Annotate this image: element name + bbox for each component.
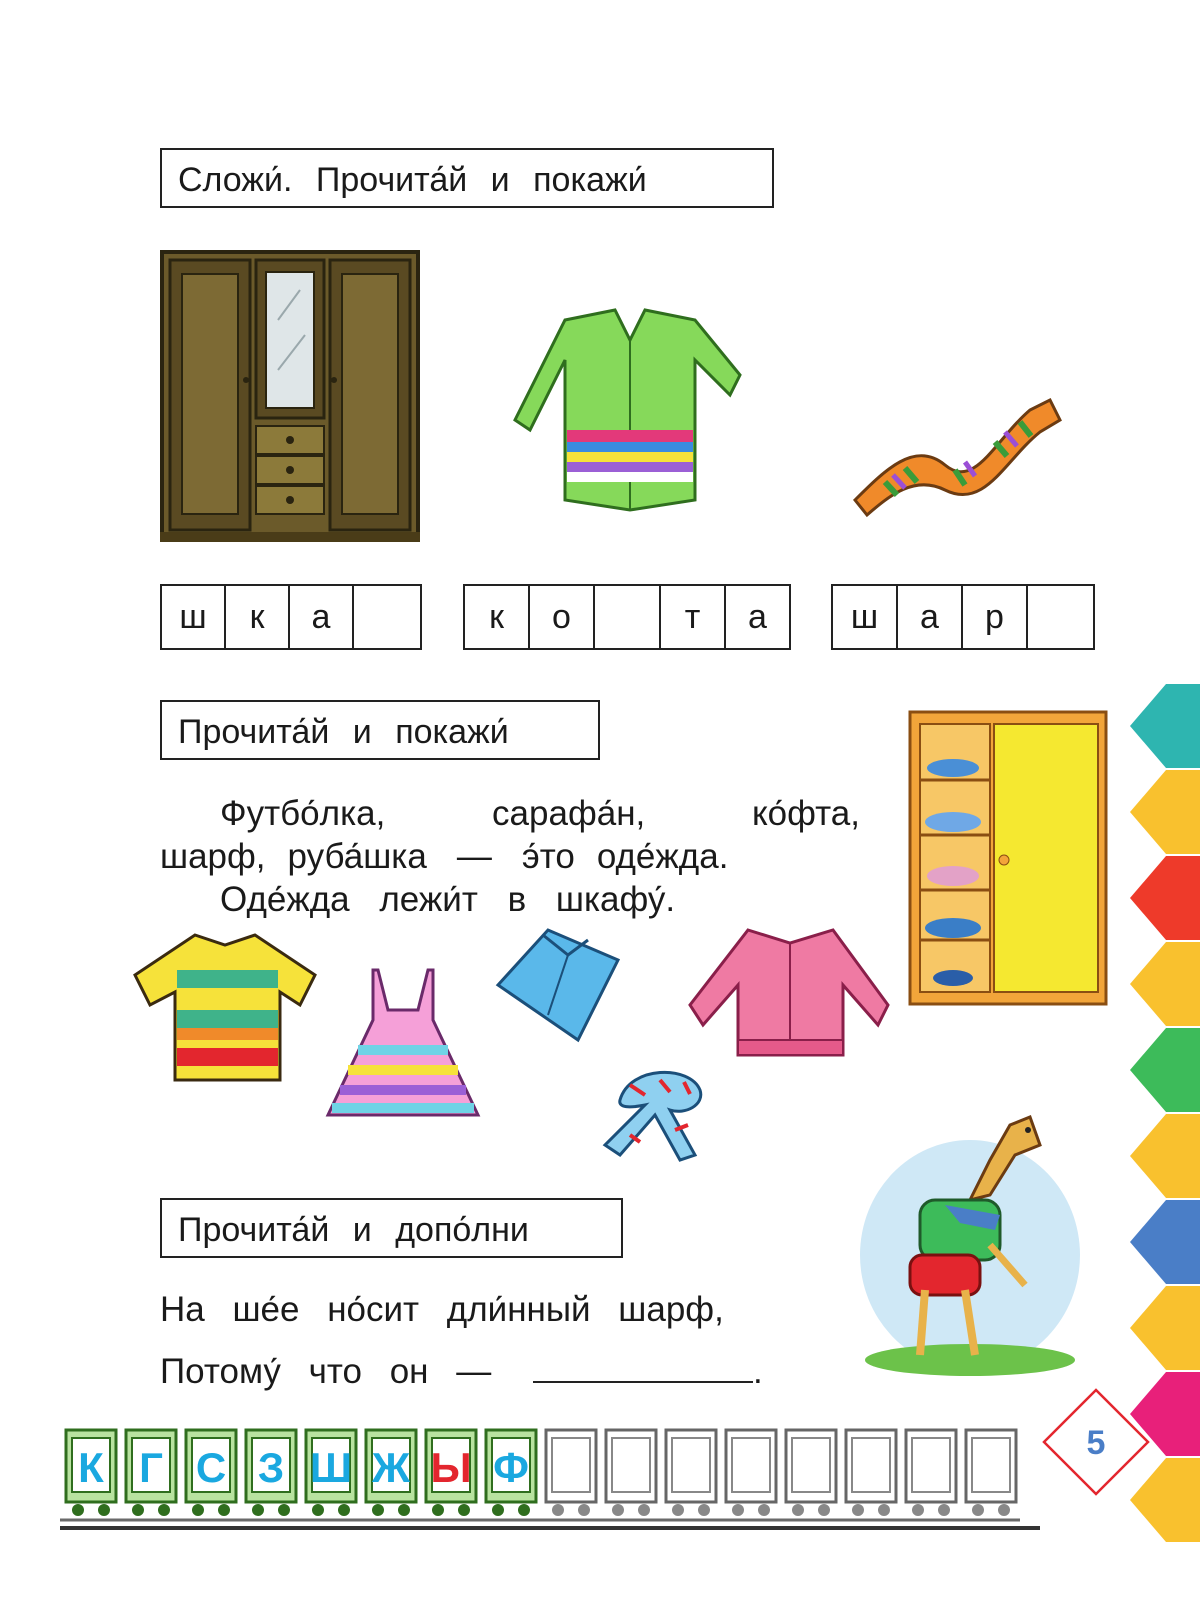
train-wagon	[366, 1430, 416, 1516]
wagon-wheel	[398, 1504, 410, 1516]
wagon-wheel	[158, 1504, 170, 1516]
empty-train-wagon	[906, 1430, 956, 1516]
empty-train-wagon	[606, 1430, 656, 1516]
train-wagon	[186, 1430, 236, 1516]
wagon-wheel	[432, 1504, 444, 1516]
wagon-wheel	[132, 1504, 144, 1516]
wagon-wheel	[218, 1504, 230, 1516]
blue-scarf-illustration	[600, 1060, 720, 1170]
paragraph-word: э́то	[521, 837, 575, 876]
striped-sundress-illustration	[318, 965, 488, 1135]
wagon-wheel	[458, 1504, 470, 1516]
wagon-wheel	[672, 1504, 684, 1516]
bookcase-wardrobe-illustration	[908, 710, 1108, 1010]
page-number-badge	[1040, 1386, 1152, 1498]
empty-letter-cell[interactable]	[354, 586, 420, 648]
letter-cell: р	[963, 586, 1028, 648]
alphabet-train	[60, 1428, 1040, 1538]
train-letter: Ы	[430, 1444, 472, 1491]
chapter-tab	[1130, 770, 1200, 854]
wagon-wheel	[758, 1504, 770, 1516]
train-wagon	[486, 1430, 536, 1516]
wagon-wheel	[938, 1504, 950, 1516]
wagon-wheel	[818, 1504, 830, 1516]
giraffe-illustration	[850, 1105, 1080, 1380]
empty-train-wagon	[546, 1430, 596, 1516]
train-wagon	[246, 1430, 296, 1516]
word-box-scarf	[831, 584, 1095, 650]
empty-train-wagon	[846, 1430, 896, 1516]
wagon-wheel	[338, 1504, 350, 1516]
empty-train-wagon	[666, 1430, 716, 1516]
striped-scarf-illustration	[845, 370, 1085, 520]
train-wagon	[426, 1430, 476, 1516]
wagon-wheel	[912, 1504, 924, 1516]
letter-cell: т	[661, 586, 726, 648]
empty-letter-cell[interactable]	[1028, 586, 1093, 648]
wagon-wheel	[972, 1504, 984, 1516]
task-label-compose: Сложи́. Прочита́й и покажи́	[160, 148, 774, 208]
letter-cell: а	[748, 597, 767, 636]
wagon-wheel	[852, 1504, 864, 1516]
letter-cell: ш	[162, 586, 226, 648]
chapter-tab	[1130, 1028, 1200, 1112]
letter-cell: ш	[833, 586, 898, 648]
letter-cell: а	[898, 586, 963, 648]
green-sweater-illustration	[505, 300, 755, 530]
empty-train-wagon	[966, 1430, 1016, 1516]
word-box-sweater	[463, 584, 791, 650]
chapter-tab	[1130, 1286, 1200, 1370]
paragraph-word: руба́шка	[287, 837, 427, 876]
pink-cardigan-illustration	[678, 925, 903, 1060]
task-label-read-complete: Прочита́й и допо́лни	[160, 1198, 623, 1258]
chapter-tab	[1130, 1200, 1200, 1284]
clothing-paragraph	[160, 792, 860, 921]
poem-line-1: На ше́е но́сит дли́нный шарф,	[160, 1290, 724, 1329]
wagon-wheel	[492, 1504, 504, 1516]
chapter-tab	[1130, 684, 1200, 768]
wagon-wheel	[252, 1504, 264, 1516]
train-letter: З	[257, 1444, 285, 1491]
wagon-wheel	[998, 1504, 1010, 1516]
wagon-wheel	[552, 1504, 564, 1516]
train-letter: Г	[139, 1444, 163, 1491]
wagon-wheel	[72, 1504, 84, 1516]
letter-cell: о	[530, 586, 595, 648]
blue-shirt-illustration	[488, 925, 628, 1045]
paragraph-word: —	[456, 837, 492, 876]
train-wagon	[126, 1430, 176, 1516]
train-wagon	[66, 1430, 116, 1516]
empty-train-wagon	[726, 1430, 776, 1516]
chapter-tab	[1130, 856, 1200, 940]
task-label-read-show: Прочита́й и покажи́	[160, 700, 600, 760]
poem-line-2-end: .	[752, 1352, 763, 1391]
wagon-wheel	[312, 1504, 324, 1516]
wagon-wheel	[192, 1504, 204, 1516]
chapter-tab	[1130, 942, 1200, 1026]
train-letter: Ж	[372, 1444, 410, 1491]
wagon-wheel	[98, 1504, 110, 1516]
paragraph-word: Футбо́лка,	[220, 794, 386, 833]
paragraph-word: сарафа́н,	[492, 794, 646, 833]
page-number: 5	[1086, 1424, 1106, 1462]
poem-line-2	[160, 1350, 763, 1393]
train-wagon	[306, 1430, 356, 1516]
chapter-tab	[1130, 1114, 1200, 1198]
empty-letter-cell[interactable]	[595, 586, 661, 648]
paragraph-word: оде́жда.	[596, 837, 729, 876]
wagon-wheel	[878, 1504, 890, 1516]
wardrobe-illustration	[160, 250, 420, 545]
letter-cell: а	[290, 586, 354, 648]
paragraph-word: шарф,	[160, 837, 266, 876]
word-box-wardrobe	[160, 584, 422, 650]
train-letter: К	[78, 1444, 104, 1491]
wagon-wheel	[792, 1504, 804, 1516]
train-letter: Ф	[493, 1444, 529, 1491]
train-letter: Ш	[309, 1444, 353, 1491]
wagon-wheel	[698, 1504, 710, 1516]
answer-blank[interactable]	[533, 1351, 753, 1383]
paragraph-word: ко́фта,	[751, 794, 860, 833]
wagon-wheel	[278, 1504, 290, 1516]
wagon-wheel	[518, 1504, 530, 1516]
empty-train-wagon	[786, 1430, 836, 1516]
wagon-wheel	[732, 1504, 744, 1516]
letter-cell: к	[226, 586, 290, 648]
wagon-wheel	[372, 1504, 384, 1516]
poem-line-2-start: Потому́ что он —	[160, 1352, 492, 1391]
letter-cell: к	[465, 586, 530, 648]
train-letter: С	[195, 1444, 227, 1491]
wagon-wheel	[638, 1504, 650, 1516]
wagon-wheel	[578, 1504, 590, 1516]
paragraph-line-3: Оде́жда лежи́т в шкафу́.	[220, 880, 676, 919]
striped-t-shirt-illustration	[130, 930, 320, 1085]
wagon-wheel	[612, 1504, 624, 1516]
